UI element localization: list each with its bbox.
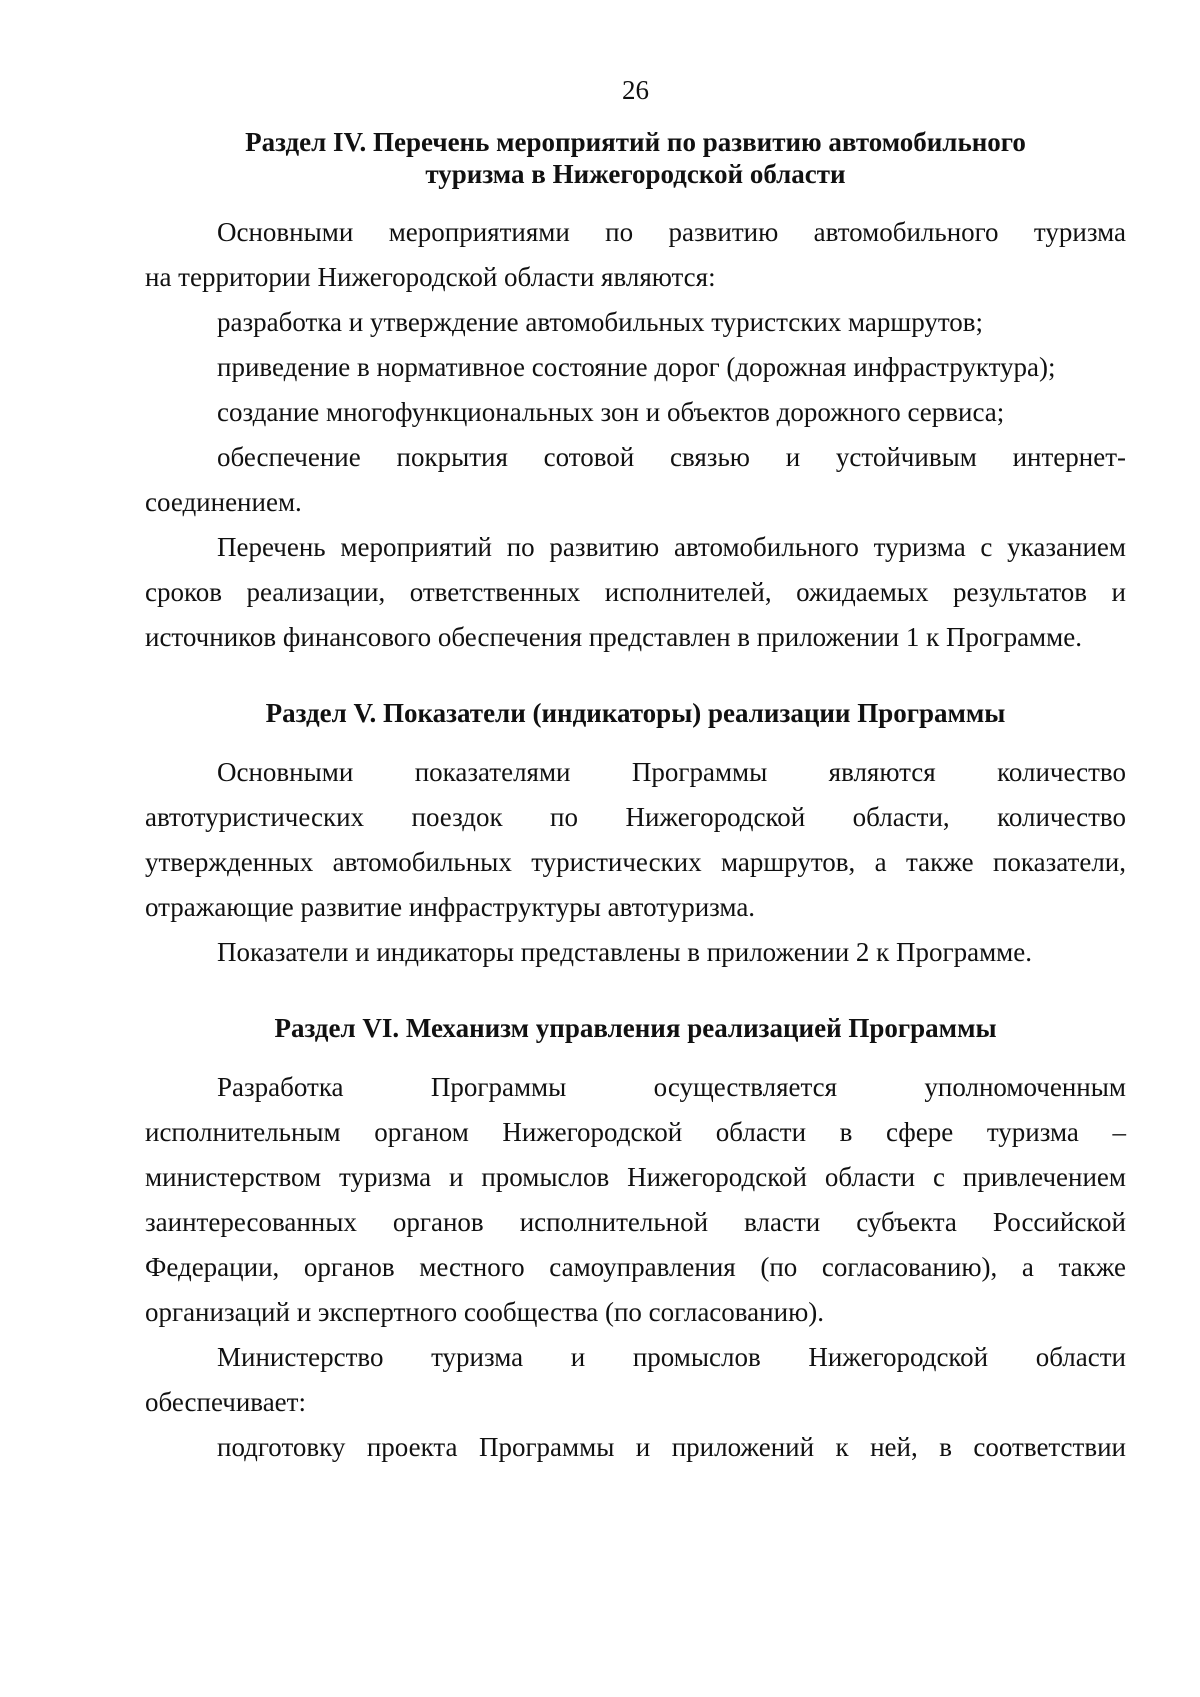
section-5-paragraph-line: отражающие развитие инфраструктуры автотуризма.: [145, 892, 756, 922]
section-4-paragraph-line: Перечень мероприятий по развитию автомобильного туризма с указанием: [217, 532, 1126, 562]
section-6-paragraph-line: Федерации, органов местного самоуправления (по согласованию), а также: [145, 1252, 1126, 1282]
section-6-paragraph-line: министерством туризма и промыслов Нижегородской области с привлечением: [145, 1162, 1126, 1192]
section-6-paragraph-line: подготовку проекта Программы и приложений к ней, в соответствии: [217, 1432, 1126, 1462]
section-6-paragraph-line: обеспечивает:: [145, 1387, 306, 1417]
section-4-paragraph-line: источников финансового обеспечения представлен в приложении 1 к Программе.: [145, 622, 1082, 652]
section-6-paragraph-line: исполнительным органом Нижегородской области в сфере туризма –: [145, 1117, 1126, 1147]
section-4-list-item: разработка и утверждение автомобильных туристских маршрутов;: [217, 307, 984, 337]
section-4-list-item: создание многофункциональных зон и объектов дорожного сервиса;: [217, 397, 1005, 427]
section-4-list-item: приведение в нормативное состояние дорог (дорожная инфраструктура);: [217, 352, 1056, 382]
section-6-paragraph-line: организаций и экспертного сообщества (по согласованию).: [145, 1297, 824, 1327]
section-4-paragraph-line: на территории Нижегородской области являются:: [145, 262, 716, 292]
section-4-paragraph-line: Основными мероприятиями по развитию автомобильного туризма: [217, 217, 1126, 247]
page-number: 26: [622, 75, 649, 105]
section-5-title: Раздел V. Показатели (индикаторы) реализации Программы: [265, 698, 1006, 728]
section-6-paragraph-line: Министерство туризма и промыслов Нижегородской области: [217, 1342, 1126, 1372]
section-4-title-line-1: Раздел IV. Перечень мероприятий по развитию автомобильного: [245, 127, 1026, 157]
section-4-title-line-2: туризма в Нижегородской области: [425, 159, 846, 189]
section-5-paragraph-line: утвержденных автомобильных туристических маршрутов, а также показатели,: [145, 847, 1126, 877]
section-6-paragraph-line: Разработка Программы осуществляется уполномоченным: [217, 1072, 1126, 1102]
section-4-list-item: обеспечение покрытия сотовой связью и устойчивым интернет-: [217, 442, 1126, 472]
section-5-paragraph-line: Показатели и индикаторы представлены в приложении 2 к Программе.: [217, 937, 1032, 967]
section-6-paragraph-line: заинтересованных органов исполнительной власти субъекта Российской: [145, 1207, 1126, 1237]
section-4-paragraph-line: сроков реализации, ответственных исполнителей, ожидаемых результатов и: [145, 577, 1126, 607]
section-5-paragraph-line: Основными показателями Программы являются количество: [217, 757, 1126, 787]
document-page: [145, 0, 1126, 1697]
section-4-list-item-continuation: соединением.: [145, 487, 302, 517]
section-5-paragraph-line: автотуристических поездок по Нижегородской области, количество: [145, 802, 1126, 832]
section-6-title: Раздел VI. Механизм управления реализацией Программы: [274, 1013, 997, 1043]
